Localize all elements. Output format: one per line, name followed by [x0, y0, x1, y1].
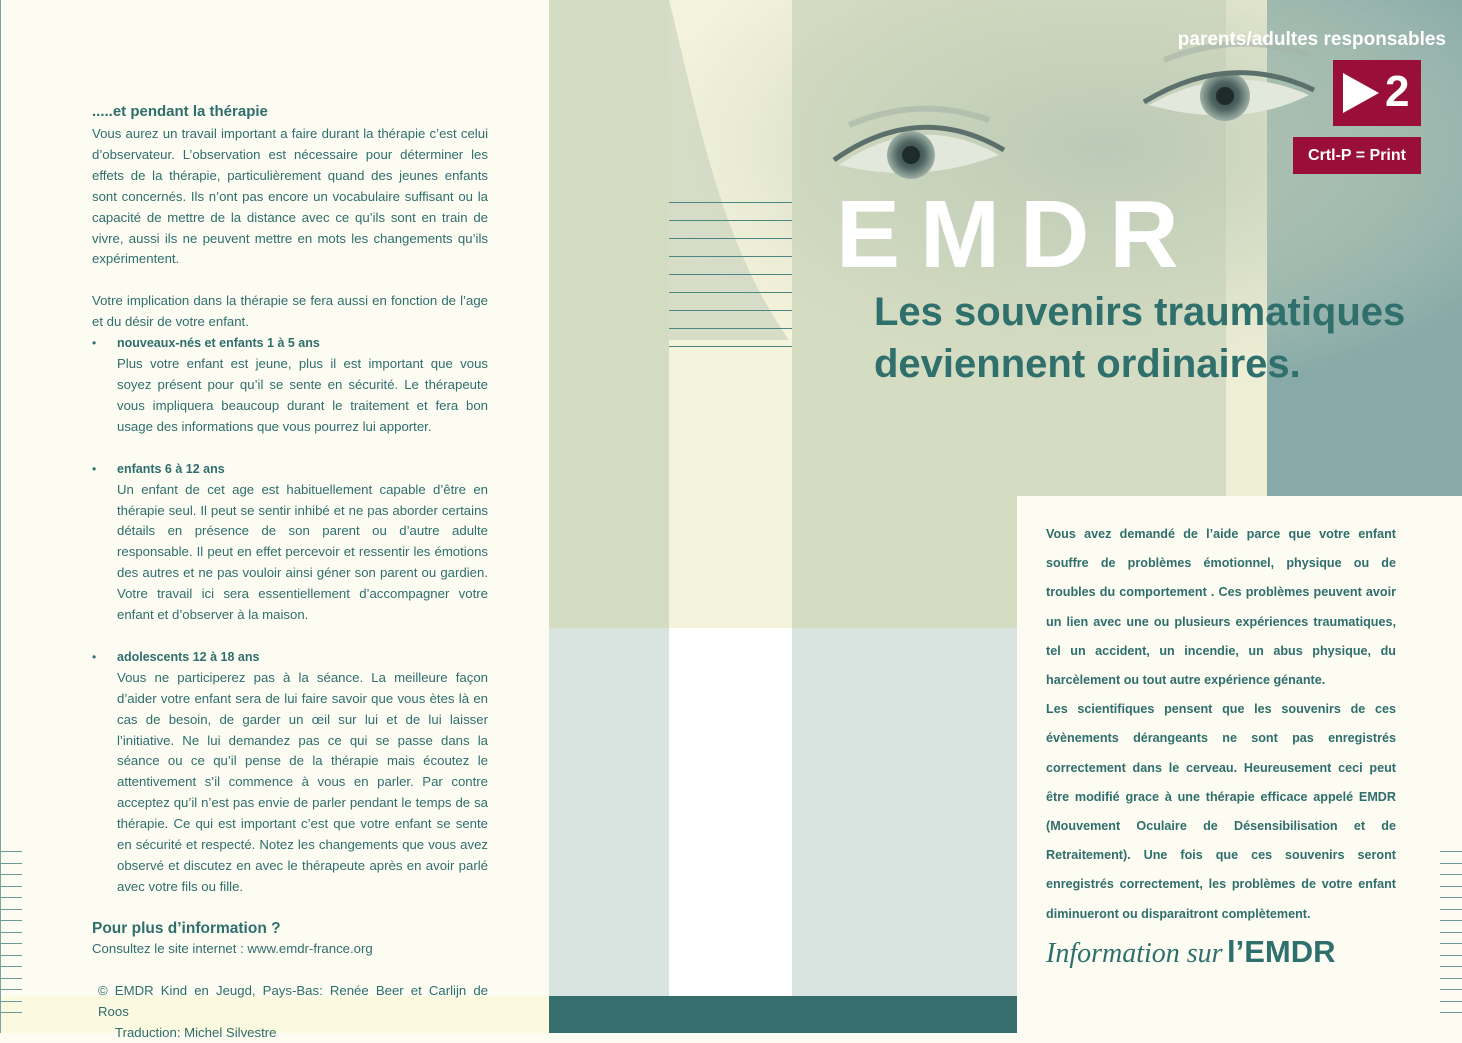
stripe-line — [669, 310, 792, 311]
info-footer — [1046, 934, 1336, 970]
number-badge — [1333, 60, 1421, 126]
description-paragraph: Les scientifiques pensent que les souvenirs de ces évènements dérangeants ne sont pas enregistrés correctement dans le cerveau. Heureusement ceci peut être modifié grace à une thérapie efficace appelé EMDR (Mouvement Oculaire de Désensibilisation et de Retraitement). Une fois que ces souvenirs seront enregistrés correctement, les problèmes de votre enfant diminueront ou disparaitront complètement. — [1046, 702, 1396, 921]
therapy-text-column — [92, 100, 488, 1043]
left-edge-ticks — [0, 851, 22, 1024]
stripe-line — [669, 346, 792, 347]
stripe-line — [669, 274, 792, 275]
stripe-line — [669, 220, 792, 221]
bullet-icon: • — [92, 336, 97, 351]
more-info-text: Consultez le site internet : www.emdr-france.org — [92, 940, 373, 956]
section-title: .....et pendant la thérapie — [92, 103, 268, 120]
info-prefix: Information sur — [1046, 938, 1223, 969]
age-group-item — [92, 333, 488, 438]
cover-bottom-band — [549, 996, 1017, 1033]
intro-paragraph: Vous aurez un travail important a faire durant la thérapie c’est celui d’observateur. L’observation est nécessaire pour déterminer les effets de la thérapie, particulièrement quand des jeunes enfants sont concernés. Ils n’ont pas encore un vocabulaire suffisant ou la capacité de mettre de la distance avec ce qu’ils sont en train de vivre, aussi ils ne peuvent mettre en mots les changements qu’ils expérimentent. — [92, 126, 488, 267]
subtitle-line: deviennent ordinaires. — [874, 342, 1301, 386]
emdr-title: EMDR — [836, 181, 1199, 288]
age-group-text: Vous ne participerez pas à la séance. La meilleure façon d’aider votre enfant sera de lui faire savoir que vous ètes là en cas de besoin, de garder un œil sur lui et de lui laisser l’initiative. Ne lui demandez pas ce qui se passe dans la séance ou ce qu’il pense de la thérapie mais écoutez le attentivement s’il commence à vous en parler. Par contre acceptez qu’il n’est pas envie de parler pendant le temps de sa thérapie. Ce qui est important c’est que votre enfant se sente en sécurité et respecté. Notez les changements que vous avez observé et discutez en avec le thérapeute après en avoir parlé avec votre fils ou fille. — [117, 669, 488, 894]
bullet-icon: • — [92, 649, 97, 664]
print-button[interactable]: Crtl-P = Print — [1293, 137, 1421, 174]
info-emdr: l’EMDR — [1227, 934, 1336, 969]
right-edge-ticks — [1440, 851, 1462, 1024]
audience-label: parents/adultes responsables — [1177, 29, 1446, 50]
age-group-item — [92, 647, 488, 898]
age-group-heading: enfants 6 à 12 ans — [117, 461, 225, 476]
age-group-heading: nouveaux-nés et enfants 1 à 5 ans — [117, 336, 320, 351]
stripe-line — [669, 202, 792, 203]
stripe-line — [669, 256, 792, 257]
credit-line: Traduction: Michel Silvestre — [115, 1024, 277, 1040]
implication-paragraph: Votre implication dans la thérapie se fera aussi en fonction de l’age et du désir de votre enfant. — [92, 293, 488, 330]
play-icon — [1343, 73, 1379, 113]
cover-bottom-right-band — [1017, 996, 1462, 1033]
age-group-text: Plus votre enfant est jeune, plus il est important que vous soyez présent pour qu’il se sente en sécurité. Le thérapeute vous impliquera beaucoup durant le traitement et fera bon usage des informations que vous pourrez lui apporter. — [117, 356, 488, 434]
stripe-line — [669, 328, 792, 329]
credit-line: © EMDR Kind en Jeugd, Pays-Bas: Renée Beer et Carlijn de Roos — [98, 982, 488, 1019]
credits — [92, 981, 488, 1043]
subtitle-line: Les souvenirs traumatiques — [874, 290, 1406, 334]
subtitle — [874, 286, 1405, 390]
stripe-line — [669, 238, 792, 239]
age-group-text: Un enfant de cet age est habituellement capable d’être en thérapie seul. Il peut se sentir inhibé et ne pas aborder certains détails en présence de son parent ou d’autre adulte responsable. Il peut en effet percevoir et ressentir les émotions des autres et ne pas vouloir ainsi géner son parent ou gardien. Votre travail ici sera essentiellement d’accompagner votre enfant et d’observer à la maison. — [117, 481, 488, 623]
description-text — [1046, 520, 1396, 929]
more-info-title: Pour plus d’information ? — [92, 919, 281, 937]
bullet-icon: • — [92, 461, 97, 476]
age-group-heading: adolescents 12 à 18 ans — [117, 649, 260, 664]
stripe-line — [669, 292, 792, 293]
age-group-item — [92, 459, 488, 626]
description-paragraph: Vous avez demandé de l’aide parce que votre enfant souffre de problèmes émotionnel, physique ou de troubles du comportement . Ces problèmes peuvent avoir un lien avec une ou plusieurs expériences traumatiques, tel un accident, un incendie, un abus physique, du harcèlement ou tout autre expérience génante. — [1046, 527, 1396, 688]
cover-white-column — [669, 628, 792, 996]
number-label: 2 — [1385, 67, 1410, 116]
